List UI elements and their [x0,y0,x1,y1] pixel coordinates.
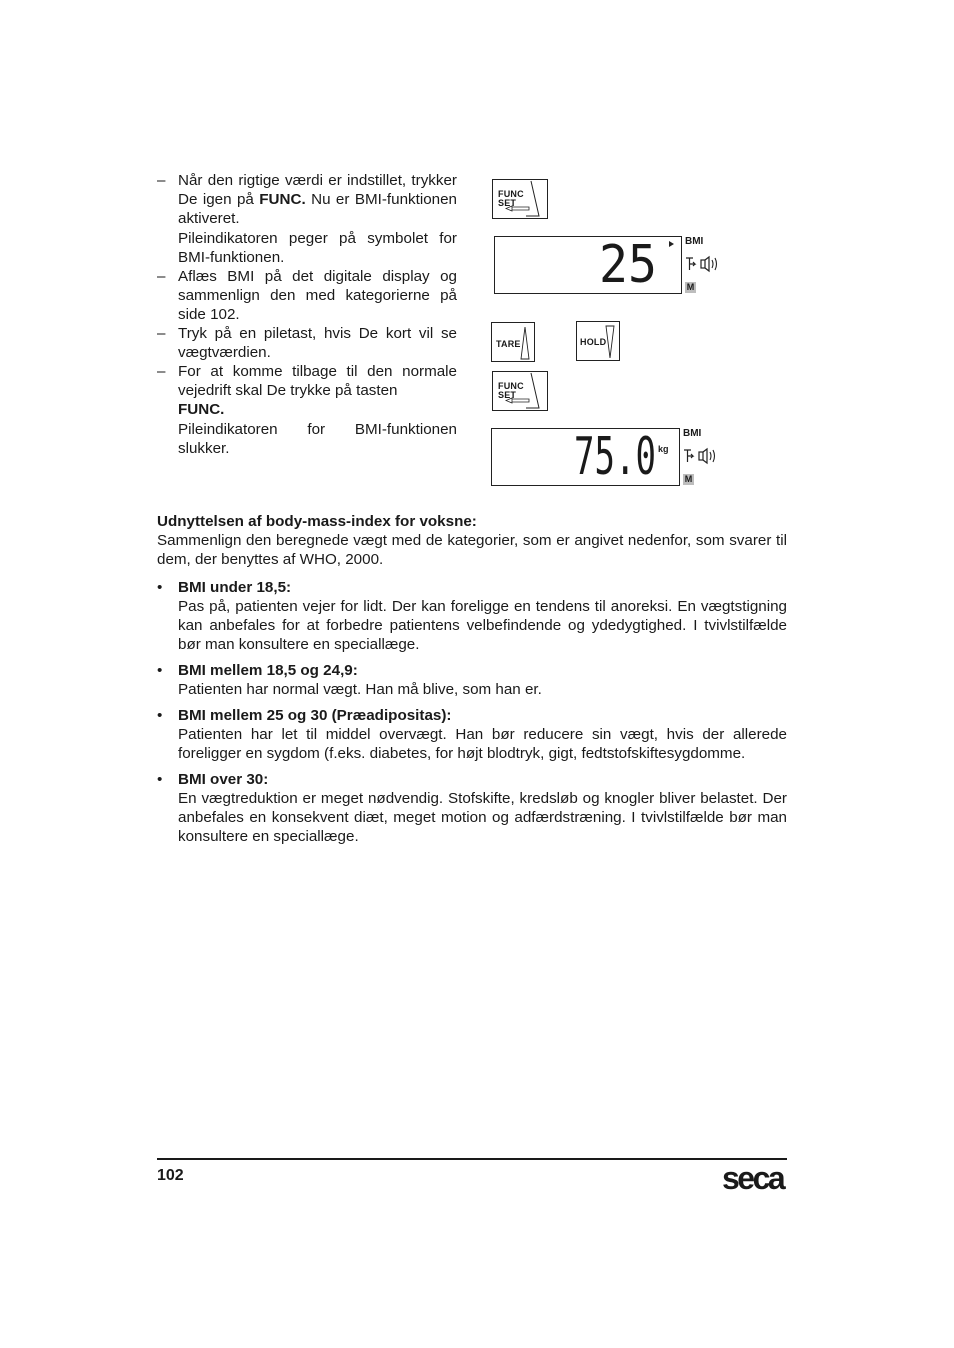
hold-label: HOLD [580,337,607,347]
tare-sound-icon [684,255,720,275]
memory-indicator: M [684,474,693,484]
weight-display-2 [491,428,680,486]
category-title: BMI mellem 18,5 og 24,9: [178,662,358,679]
tare-button [491,322,535,362]
instruction-text: Tryk på en piletast, hvis De kort vil se vægtværdien. [178,325,457,361]
display-value: 25 [599,241,657,287]
section-intro: Sammenlign den beregnede vægt med de kategorier, som er angivet nedenfor, som svarer til dem, der benyttes af WHO, 2000. [157,532,787,568]
bullet-mark: • [157,662,163,679]
instruction-item-2 [157,267,457,324]
dash-mark: – [157,325,166,342]
bmi-categories-section [157,512,787,853]
func-label: FUNC [498,189,524,199]
instruction-item-4 [157,362,457,458]
tare-label: TARE [496,339,521,349]
category-title: BMI over 30: [178,771,269,788]
seven-segment-readout [574,431,658,479]
func-label: FUNC [498,381,524,391]
footer-divider [157,1158,787,1160]
instruction-text: Aflæs BMI på det digitale display og sammenlign den med kategorierne på side 102. [178,268,457,323]
bullet-mark: • [157,707,163,724]
instruction-text: Nu er BMI-funktionen aktiveret. [178,191,457,227]
category-text: Patienten har let til middel overvægt. Han bør reducere sin vægt, hvis der allerede foreligger en sygdom (f.eks. diabetes, for højt blodtryk, gigt, fedtstofskiftesygdomme. [178,726,787,762]
set-label: SET [498,198,517,208]
instruction-item-1 [157,171,457,267]
instruction-note: Pileindikatoren peger på symbolet for BMI-funktionen. [178,230,457,266]
instruction-list [157,171,457,458]
hold-button [576,321,620,361]
bmi-category-item [157,770,787,846]
instruction-note: Pileindikatoren for BMI-funktionen slukker. [178,421,457,457]
instruction-text: Når den rigtige værdi er indstillet, trykker De igen på [178,172,457,208]
bmi-category-item [157,661,787,699]
bmi-label: BMI [683,428,702,439]
instruction-text: For at komme tilbage til den normale vejedrift skal De trykke på tasten [178,363,457,399]
bmi-display-1 [494,236,682,294]
seven-segment-readout [599,241,659,287]
func-set-button [492,371,548,411]
bmi-label: BMI [685,236,704,247]
category-text: Pas på, patienten vejer for lidt. Der kan foreligge en tendens til anoreksi. En vægtstigning kan anbefales for at forbedre patientens velbefindende og ydedygtighed. I tvivlstilfælde bør man konsultere en speciallæge. [178,598,787,653]
dash-mark: – [157,363,166,380]
dash-mark: – [157,172,166,189]
category-title: BMI under 18,5: [178,579,292,596]
unit-label: kg [658,444,669,454]
category-title: BMI mellem 25 og 30 (Præadipositas): [178,707,452,724]
instruction-bold: FUNC. [259,191,306,208]
set-label: SET [498,390,517,400]
bmi-category-item [157,578,787,654]
arrow-indicator-icon [668,240,676,248]
instruction-bold: FUNC. [178,401,225,418]
bullet-mark: • [157,579,163,596]
seca-logo: seca [722,1160,784,1196]
func-set-button [492,179,548,219]
section-heading: Udnyttelsen af body-mass-index for voksne: [157,513,477,530]
category-text: Patienten har normal vægt. Han må blive, som han er. [178,681,542,698]
dash-mark: – [157,268,166,285]
display-value: 75.0 [574,431,656,479]
category-text: En vægtreduktion er meget nødvendig. Stofskifte, kredsløb og knogler bliver belastet. Der anbefales en konsekvent diæt, meget motion og adfærdstræning. I tvivlstilfælde bør man konsultere en speciallæge. [178,790,787,845]
tare-sound-icon [682,447,718,467]
instruction-item-3 [157,324,457,362]
bmi-category-item [157,706,787,763]
bullet-mark: • [157,771,163,788]
memory-indicator: M [686,282,695,292]
page-number: 102 [157,1167,184,1184]
